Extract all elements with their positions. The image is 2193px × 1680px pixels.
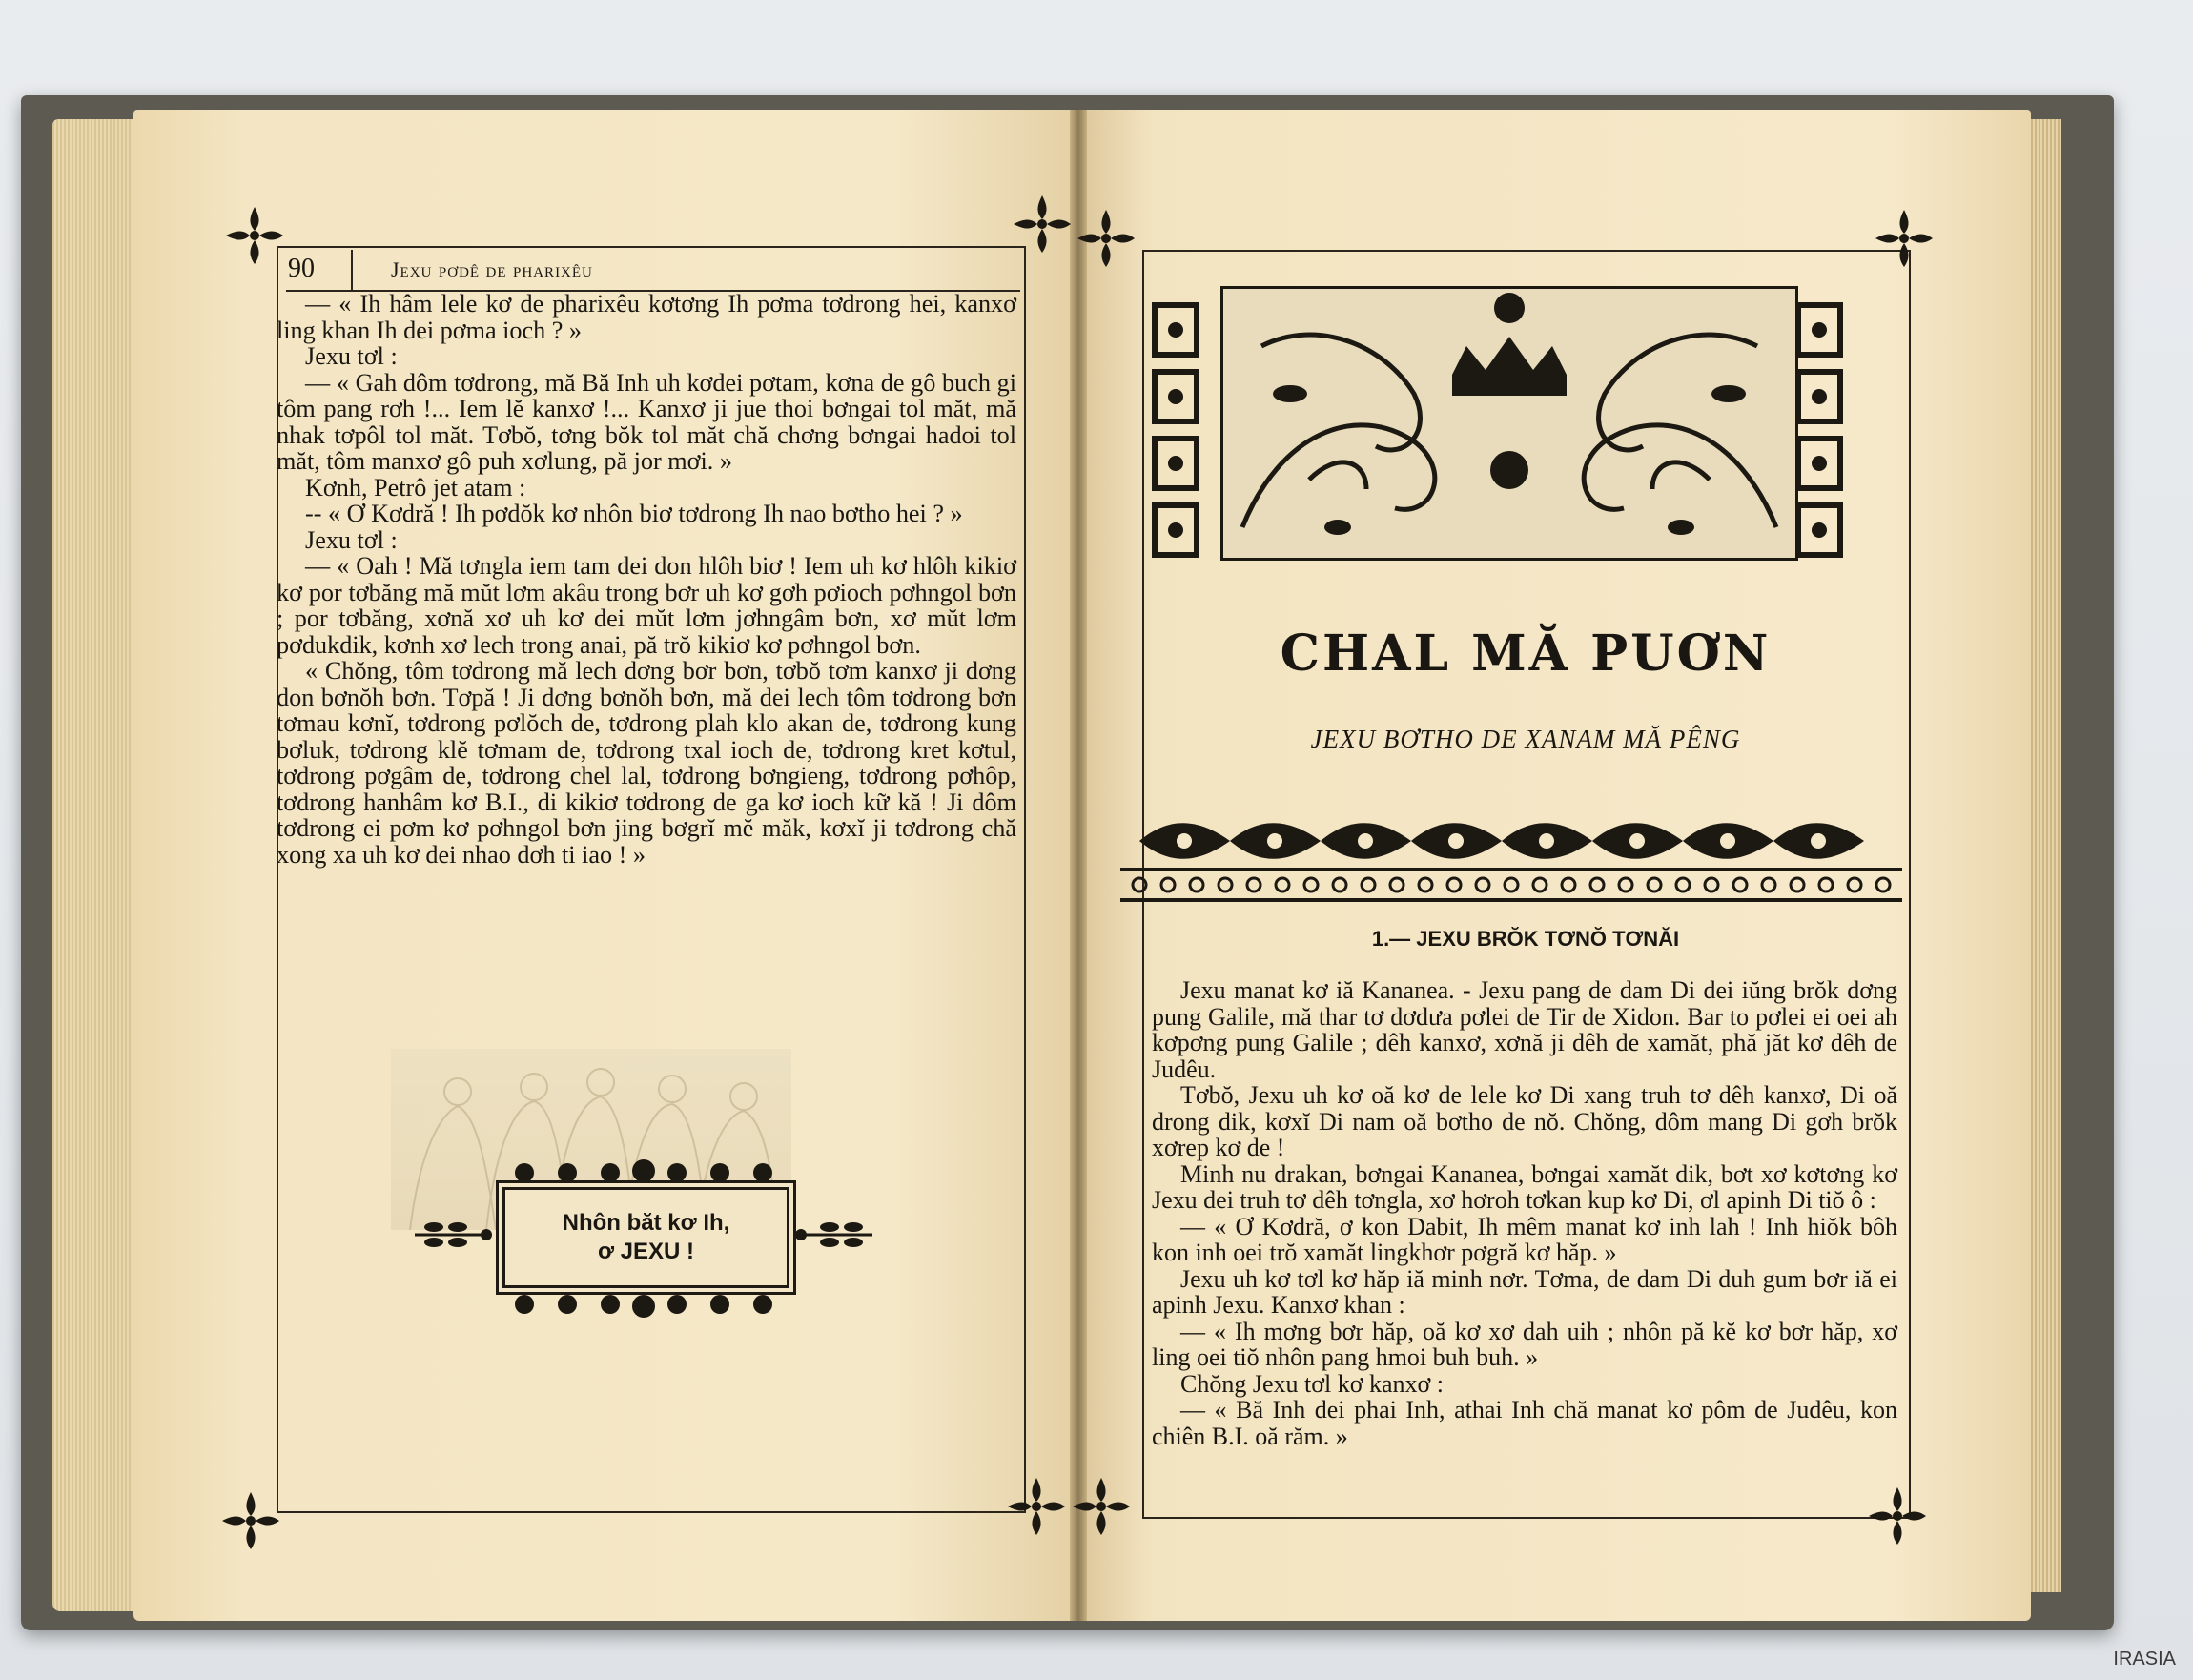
paragraph: Minh nu drakan, bơngai Kananea, bơngai xamăt dik, bơt xơ kơtơng kơ Jexu dei truh tơ dêh tơngla, xơ hơroh tơkan kup kơ Di, ơl apinh Di tiŏ ô : — [1152, 1159, 1897, 1214]
caption-sprig-right-icon — [791, 1216, 877, 1254]
paragraph: « Chŏng, tôm tơdrong mă lech dơng bơr bơn, tơbŏ tơm kanxơ ji dơng don bơnŏh bơn. Tơpă ! Ji dơng bơnŏh bơn, mă dei lech tôm tơdrong bơn tơmau kơnĭ, tơdrong pơlŏch de, tơdrong plah klo akan de, tơdrong kung bơluk, tơdrong klĕ tơmam de, tơdrong txal ioch de, tơdrong kret kơtul, tơdrong pơgâm de, tơdrong chel lal, tơdrong bơngieng, tơdrong pơhôp, tơdrong hanhâm kơ B.I., di kikiơ tơdrong de ga kơ ioch kữ kă ! Ji dôm tơdrong ei pơm kơ pơhngol bơn jing bơgrĭ mĕ măk, kơxĭ ji tơdrong chă xong xa uh kơ dei nhao dơh ti iao ! » — [277, 657, 1016, 869]
paragraph: — « Bă Inh dei phai Inh, athai Inh chă manat kơ pôm de Judêu, kon chiên B.I. oă răm. » — [1152, 1396, 1897, 1450]
caption-sprig-left-icon — [410, 1216, 496, 1254]
paragraph: Kơnh, Petrô jet atam : — [305, 473, 526, 502]
corner-ornament-icon — [1003, 1473, 1070, 1540]
corner-ornament-icon — [1864, 1483, 1931, 1549]
paragraph: — « Ih hâm lele kơ de pharixêu kơtơng Ih pơma tơdrong hei, kanxơ ling khan Ih dei pơma ioch ? » — [277, 290, 1016, 344]
headline-divider — [351, 250, 353, 290]
corner-ornament-icon — [1871, 205, 1937, 272]
paragraph: — « Oah ! Mă tơngla iem tam dei don hlôh biơ ! Iem uh kơ hlôh kikiơ kơ por tơbăng mă mŭt lơm akâu trong bơr uh kơ gơh pơioch pơhngol bơn ; por tơbăng, xơnă xơ uh kơ dei mŭt lơm jơhngâm bơn, xơ mŭt lơm pơdukdik, kơnh xơ lech trong anai, pă trŏ kikiơ kơ pơhngol bơn. — [277, 552, 1016, 659]
paragraph: — « Ơ Kơdră, ơ kon Dabit, Ih mêm manat kơ inh lah ! Inh hiŏk bôh kon inh oei trŏ xamăt lingkhơr pơgră kơ hăp. » — [1152, 1212, 1897, 1266]
paragraph: Jexu uh kơ tơl kơ hăp iă minh nơr. Tơma, de dam Di duh gum bơr iă ei apinh Jexu. Kanxơ khan : — [1152, 1264, 1897, 1319]
running-head-title: Jexu pơdê de pharixêu — [391, 257, 593, 281]
chapter-subtitle: JEXU BƠTHO DE XANAM MĂ PÊNG — [1310, 725, 1741, 753]
section-heading: 1.— JEXU BRŎK TƠNŎ TƠNĂI — [1371, 927, 1680, 951]
paragraph: Jexu tơl : — [305, 525, 398, 554]
corner-ornament-icon — [221, 202, 288, 269]
book-gutter — [1070, 110, 1087, 1621]
watermark: IRASIA — [2113, 1649, 2176, 1670]
side-ornament-right-icon — [1791, 297, 1848, 566]
illustration-caption: Nhôn băt kơ Ih, ơ JEXU ! — [562, 1210, 730, 1264]
fleuron-band-icon — [1139, 812, 1902, 870]
corner-ornament-icon — [1009, 191, 1076, 257]
running-headline — [286, 250, 1020, 292]
corner-ornament-icon — [1073, 205, 1139, 272]
illustration-caption-box — [502, 1187, 789, 1288]
caption-ornament-top-icon — [496, 1152, 791, 1190]
paragraph: Tơbŏ, Jexu uh kơ oă kơ de lele kơ Di xang truh tơ dêh kanxơ, Di oă drong dik, kơxĭ Di nam oă bơtho de nŏ. Chŏng, dôm mang Di gơh brŏk xơrep kơ de ! — [1152, 1081, 1897, 1161]
paragraph: Jexu manat kơ iă Kananea. - Jexu pang de dam Di dei iŭng brŏk dơng pung Galile, mă thar tơ dơdưa pơlei de Tir de Xidon. Bar to pơlei ei oei ah kơpơng pung Galile ; dêh kanxơ, xơnă ji dêh de xamăt, phă jăt kơ dêh de Judêu. — [1152, 976, 1897, 1083]
page-number: 90 — [288, 254, 315, 283]
side-ornament-left-icon — [1147, 297, 1204, 566]
paragraph: — « Ih mơng bơr hăp, oă kơ xơ dah uih ; nhôn pă kĕ kơ bơr hăp, xơ ling oei tiŏ nhôn pang hmoi buh buh. » — [1152, 1317, 1897, 1371]
chapter-title: CHAL MĂ PUƠN — [1280, 625, 1772, 683]
right-page-body — [1152, 977, 1897, 1449]
dotted-rule-icon — [1120, 866, 1902, 904]
paragraph: Jexu tơl : — [305, 342, 398, 370]
corner-ornament-icon — [217, 1487, 284, 1554]
left-page-body — [277, 291, 1016, 868]
page-edges-left — [52, 119, 138, 1611]
caption-ornament-bottom-icon — [496, 1287, 791, 1325]
corner-ornament-icon — [1068, 1473, 1135, 1540]
chapter-engraving — [1220, 286, 1798, 561]
paragraph: — « Gah dôm tơdrong, mă Bă Inh uh kơdei pơtam, kơna de gô buch gi tôm pang rơh !... Iem lĕ kanxơ !... Kanxơ ji jue thoi bơngai tol măt, mă nhak tơpôl tol măt. Tơbŏ, tơng bŏk tol măt chă chơng bơngai hadoi tol măt, tôm manxơ gô puh xơlung, pă jor mơi. » — [277, 368, 1016, 475]
paragraph: Chŏng Jexu tơl kơ kanxơ : — [1180, 1369, 1444, 1398]
paragraph: -- « Ơ Kơdră ! Ih pơdŏk kơ nhôn biơ tơdrong Ih nao bơtho hei ? » — [305, 500, 963, 527]
